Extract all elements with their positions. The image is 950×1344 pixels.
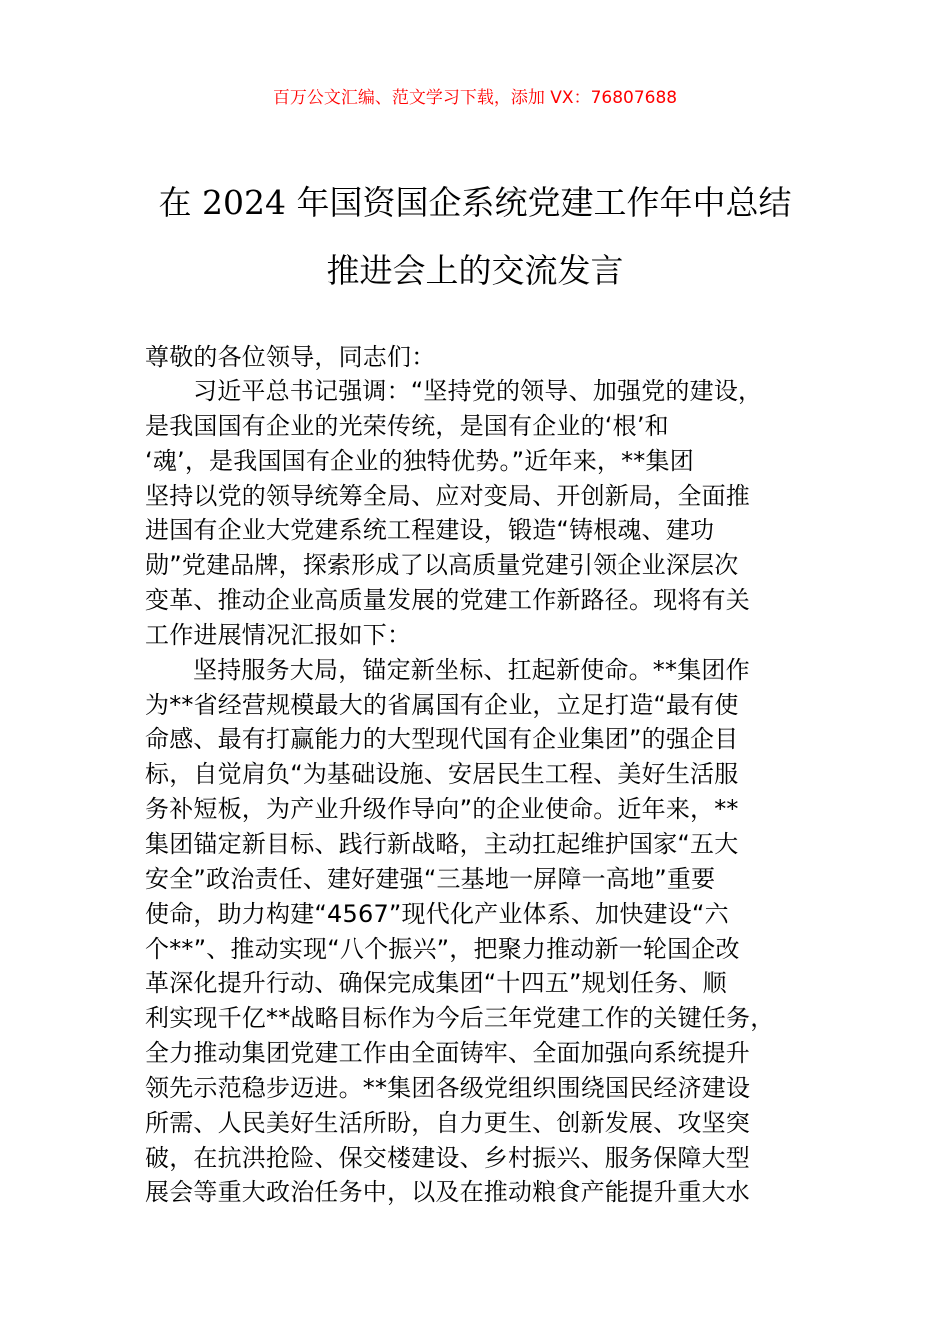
- body-line: 利实现千亿**战略目标作为今后三年党建工作的关键任务，: [145, 1004, 775, 1033]
- body-line: 标，自觉肩负“为基础设施、安居民生工程、美好生活服: [145, 760, 739, 789]
- document-title-line-2: 推进会上的交流发言: [326, 251, 624, 290]
- body-line: 安全”政治责任、建好建强“三基地一屏障一高地”重要: [145, 864, 716, 893]
- body-line: ‘魂’，是我国国有企业的独特优势。”近年来，**集团: [145, 446, 694, 475]
- body-line: 展会等重大政治任务中，以及在推动粮食产能提升重大水: [145, 1178, 750, 1207]
- body-line: 务补短板，为产业升级作导向”的企业使命。近年来，**: [145, 795, 739, 824]
- body-line: 集团锚定新目标、践行新战略，主动扛起维护国家“五大: [145, 829, 739, 858]
- body-line: 坚持服务大局，锚定新坐标、扛起新使命。**集团作: [193, 655, 750, 684]
- body-line: 使命，助力构建“4567”现代化产业体系、加快建设“六: [145, 899, 729, 928]
- body-paragraphs: [145, 374, 835, 1210]
- salutation: 尊敬的各位领导，同志们：: [145, 343, 436, 371]
- body-line: 命感、最有打赢能力的大型现代国有企业集团”的强企目: [145, 725, 739, 754]
- body-line: 全力推动集团党建工作由全面铸牢、全面加强向系统提升: [145, 1039, 750, 1068]
- body-line: 勋”党建品牌，探索形成了以高质量党建引领企业深层次: [145, 551, 739, 580]
- body-line: 变革、推动企业高质量发展的党建工作新路径。现将有关: [145, 586, 750, 615]
- body-line: 破，在抗洪抢险、保交楼建设、乡村振兴、服务保障大型: [145, 1143, 750, 1172]
- body-line: 坚持以党的领导统筹全局、应对变局、开创新局，全面推: [145, 481, 750, 510]
- document-title-line-1: 在 2024 年国资国企系统党建工作年中总结: [158, 183, 792, 222]
- body-line: 习近平总书记强调：“坚持党的领导、加强党的建设，: [193, 377, 763, 405]
- body-line: 工作进展情况汇报如下：: [145, 620, 412, 649]
- body-line: 所需、人民美好生活所盼，自力更生、创新发展、攻坚突: [145, 1108, 750, 1137]
- body-line: 为**省经营规模最大的省属国有企业，立足打造“最有使: [145, 690, 739, 719]
- body-line: 革深化提升行动、确保完成集团“十四五”规划任务、顺: [145, 969, 727, 998]
- body-line: 个**”、推动实现“八个振兴”，把聚力推动新一轮国企改: [145, 934, 740, 963]
- body-line: 领先示范稳步迈进。**集团各级党组织围绕国民经济建设: [145, 1073, 751, 1102]
- body-line: 进国有企业大党建系统工程建设，锻造“铸根魂、建功: [145, 516, 715, 545]
- body-line: 是我国国有企业的光荣传统，是国有企业的‘根’和: [145, 411, 669, 440]
- header-notice: 百万公文汇编、范文学习下载，添加 VX：76807688: [272, 88, 678, 108]
